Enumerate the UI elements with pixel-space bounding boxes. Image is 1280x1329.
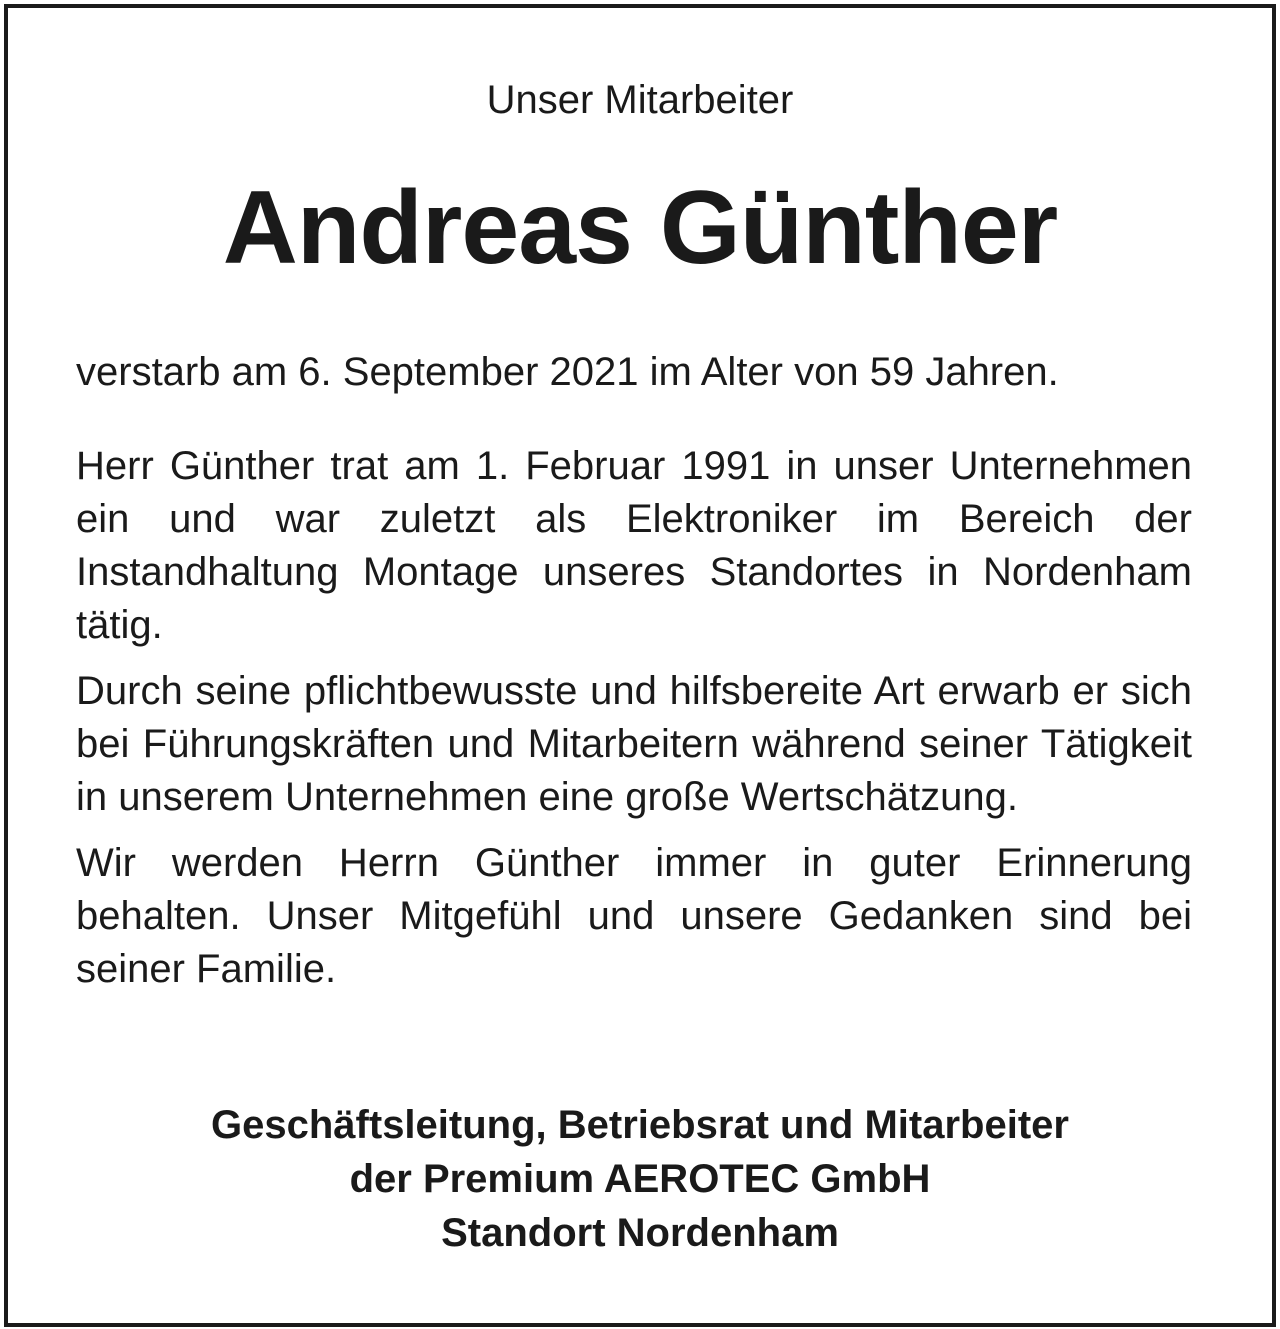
paragraph-condolence: Wir werden Herrn Günther immer in guter Erinnerung behalten. Unser Mitgefühl und unsere Gedanken sind bei seiner Familie.	[76, 841, 1192, 991]
death-announcement: verstarb am 6. September 2021 im Alter von 59 Jahren.	[76, 350, 1059, 394]
signature-line: Geschäftsleitung, Betriebsrat und Mitarbeiter	[211, 1103, 1069, 1147]
paragraph-appreciation: Durch seine pflichtbewusste und hilfsbereite Art erwarb er sich bei Führungskräften und Mitarbeitern während seiner Tätigkeit in unserem Unternehmen eine große Wertschätzung.	[76, 669, 1192, 819]
notice-body	[76, 440, 1192, 1009]
deceased-name: Andreas Günther	[222, 170, 1058, 286]
signature-block	[0, 1098, 1280, 1260]
signature-line: Standort Nordenham	[441, 1211, 839, 1255]
signature-line: der Premium AEROTEC GmbH	[349, 1157, 931, 1201]
intro-line: Unser Mitarbeiter	[486, 78, 794, 122]
paragraph-career: Herr Günther trat am 1. Februar 1991 in unser Unternehmen ein und war zuletzt als Elektroniker im Bereich der Instandhaltung Montage unseres Standortes in Nordenham tätig.	[76, 444, 1192, 647]
